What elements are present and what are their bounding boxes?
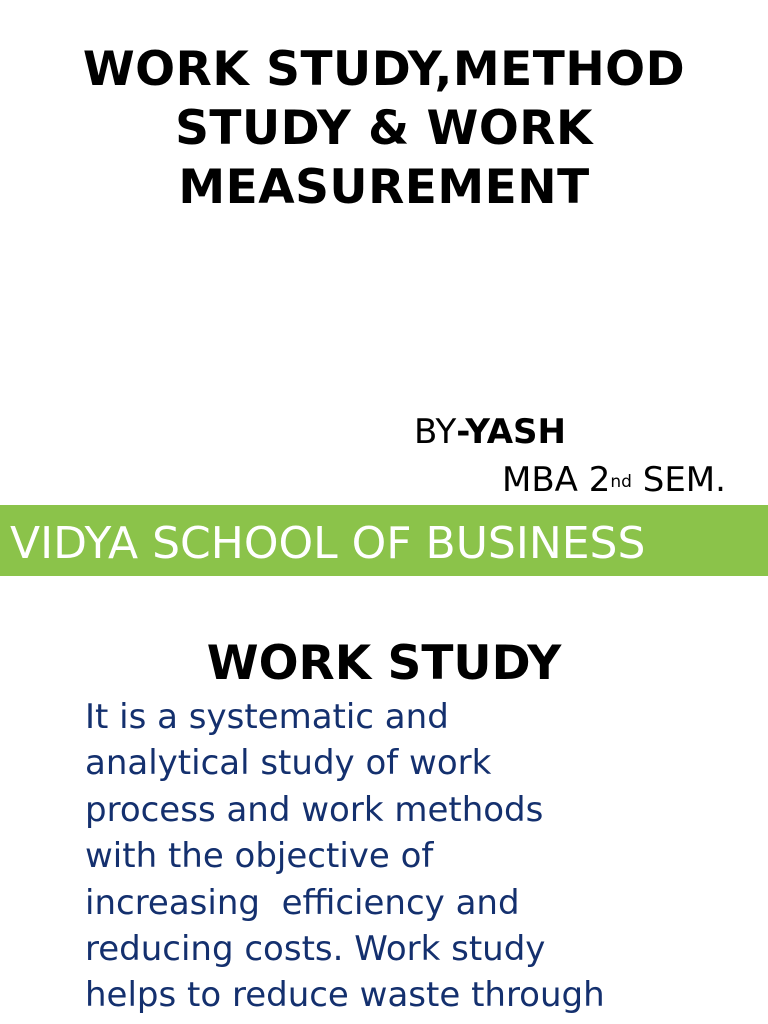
school-name: VIDYA SCHOOL OF BUSINESS <box>10 518 646 569</box>
section-heading: WORK STUDY <box>206 636 562 691</box>
paragraph-line: reducing costs. Work study <box>85 929 546 970</box>
program-suffix: SEM. <box>631 460 726 500</box>
paragraph-line: helps to reduce waste through <box>85 975 605 1016</box>
paragraph-line: analytical study of work <box>85 743 492 784</box>
author-byline <box>414 412 566 452</box>
school-banner <box>0 505 768 576</box>
author-name: -YASH <box>456 412 566 452</box>
program-prefix: MBA 2 <box>502 460 611 500</box>
paragraph-line: It is a systematic and <box>85 697 449 737</box>
program-label <box>502 460 726 500</box>
paragraph-line: process and work methods <box>85 789 544 830</box>
slide-title <box>0 40 768 217</box>
paragraph-line: increasing efficiency and <box>85 882 520 923</box>
definition-paragraph <box>85 694 605 1019</box>
byline-prefix: BY <box>414 412 457 452</box>
title-line: MEASUREMENT <box>178 160 590 215</box>
title-line: STUDY & WORK <box>175 101 593 156</box>
program-ordinal-suffix: nd <box>610 472 632 492</box>
title-line: WORK STUDY,METHOD <box>82 42 686 97</box>
paragraph-line: with the objective of <box>85 836 434 877</box>
